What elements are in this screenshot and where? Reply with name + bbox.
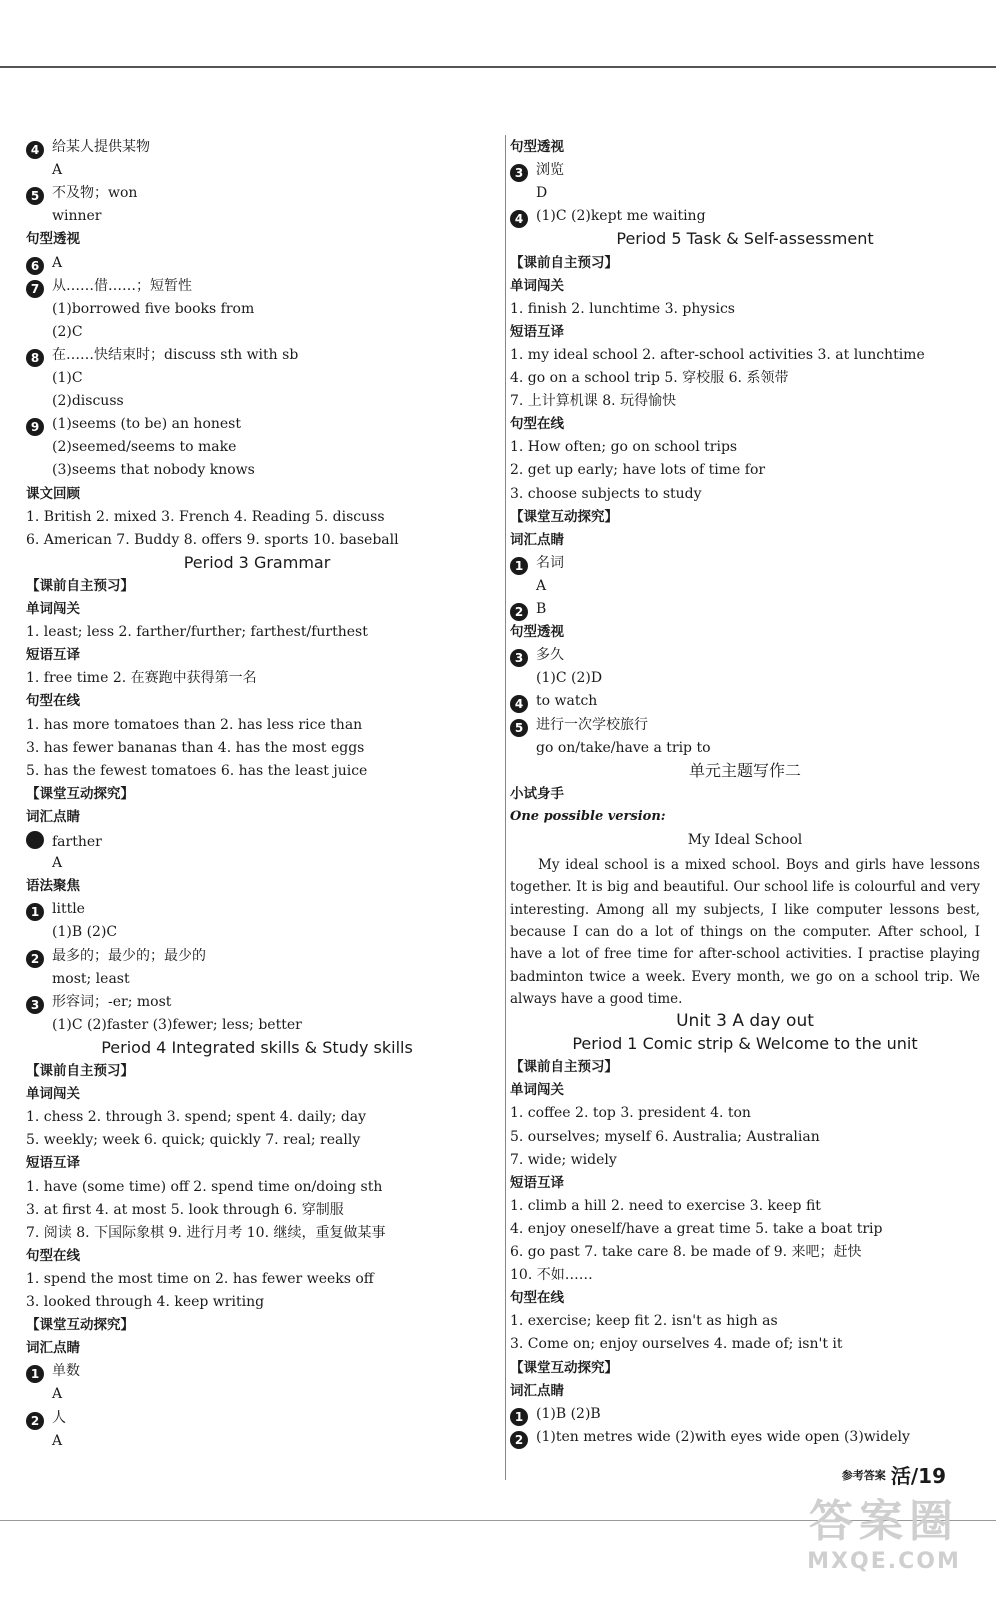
section-heading: 短语互译 bbox=[510, 1174, 564, 1191]
period-title: Period 3 Grammar bbox=[183, 552, 331, 572]
section-heading: 句型透视 bbox=[510, 139, 564, 155]
numbered-item bbox=[26, 346, 298, 367]
item-text: little bbox=[52, 901, 85, 918]
item-number-badge: 3 bbox=[510, 649, 528, 667]
answer-line: (2)seemed/seems to make bbox=[52, 439, 237, 456]
section-heading: 小试身手 bbox=[510, 785, 564, 802]
section-heading: 语法聚焦 bbox=[26, 878, 80, 895]
answer-line: 2. get up early; have lots of time for bbox=[510, 462, 766, 479]
answer-line: 5. ourselves; myself 6. Australia; Australian bbox=[510, 1128, 820, 1145]
numbered-item bbox=[510, 554, 564, 575]
numbered-item bbox=[26, 254, 62, 275]
item-number-badge: 3 bbox=[510, 164, 528, 182]
item-number-badge: 1 bbox=[510, 1408, 528, 1426]
essay-intro: One possible version: bbox=[510, 808, 666, 824]
answer-line: go on/take/have a trip to bbox=[536, 739, 711, 756]
section-heading: 【课前自主预习】 bbox=[26, 1063, 134, 1079]
item-text: 人 bbox=[52, 1409, 66, 1426]
section-heading: 【课堂互动探究】 bbox=[26, 785, 134, 802]
item-number-badge: 1 bbox=[26, 903, 44, 921]
numbered-item bbox=[510, 1405, 601, 1426]
item-text: 形容词；-er; most bbox=[52, 993, 172, 1010]
numbered-item bbox=[26, 993, 171, 1014]
numbered-item bbox=[26, 1409, 66, 1430]
section-heading: 单词闯关 bbox=[26, 601, 80, 617]
item-text: A bbox=[52, 254, 63, 271]
answer-line: 1. exercise; keep fit 2. isn't as high as bbox=[510, 1313, 778, 1330]
watermark bbox=[794, 1495, 974, 1593]
numbered-item bbox=[26, 1362, 80, 1383]
answer-line: most; least bbox=[52, 970, 130, 987]
section-heading: 句型在线 bbox=[510, 416, 564, 433]
answer-line: 4. go on a school trip 5. 穿校服 6. 系领带 bbox=[510, 370, 789, 386]
item-number-badge: 5 bbox=[510, 719, 528, 737]
answer-line: 1. my ideal school 2. after-school activities 3. at lunchtime bbox=[510, 346, 925, 363]
item-number-badge: 5 bbox=[26, 187, 44, 205]
answer-line: (1)B (2)C bbox=[52, 924, 118, 941]
numbered-item bbox=[510, 161, 564, 182]
section-heading: 句型在线 bbox=[510, 1290, 564, 1307]
answer-line: 6. go past 7. take care 8. be made of 9. 来吧；赶快 bbox=[510, 1244, 862, 1260]
numbered-item bbox=[26, 900, 85, 921]
answer-line: A bbox=[536, 577, 547, 594]
item-text: 最多的；最少的；最少的 bbox=[52, 947, 206, 964]
period-title: 单元主题写作二 bbox=[688, 760, 801, 780]
item-text: 浏览 bbox=[536, 162, 564, 179]
section-heading: 【课堂互动探究】 bbox=[510, 508, 618, 525]
section-heading: 短语互译 bbox=[26, 1155, 80, 1172]
item-number-badge: 3 bbox=[26, 996, 44, 1014]
answer-line: 1. finish 2. lunchtime 3. physics bbox=[510, 300, 735, 317]
item-number-badge: 4 bbox=[510, 695, 528, 713]
item-text: 从……借……；短暂性 bbox=[52, 277, 192, 294]
section-heading: 【课堂互动探究】 bbox=[26, 1317, 134, 1334]
item-number-badge: 6 bbox=[26, 257, 44, 275]
essay-body: My ideal school is a mixed school. Boys and girls have lessons together. It is big and beautiful. Our school life is colourful and very interesting. Among all my subjects, I like computer lessons best, because I can do a lot of things on the computer. After school, I have a lot of free time for after-school activities. I practise playing badminton twice a week. Every month, we go on a school trip. We always have a good time. bbox=[510, 857, 980, 1007]
answer-line: (1)C bbox=[52, 370, 83, 386]
section-heading: 短语互译 bbox=[510, 323, 564, 340]
section-heading: 句型在线 bbox=[26, 693, 80, 710]
answer-line: 7. wide; widely bbox=[510, 1151, 617, 1168]
answer-line: A bbox=[52, 1432, 63, 1449]
answer-line: 4. enjoy oneself/have a great time 5. take a boat trip bbox=[510, 1220, 883, 1237]
answer-line: 3. looked through 4. keep writing bbox=[26, 1294, 265, 1310]
section-heading: 句型透视 bbox=[26, 231, 80, 248]
section-heading: 【课前自主预习】 bbox=[510, 1059, 618, 1076]
item-text: to watch bbox=[536, 693, 598, 710]
answer-line: 1. chess 2. through 3. spend; spent 4. daily; day bbox=[26, 1109, 367, 1126]
answer-line: 1. climb a hill 2. need to exercise 3. keep fit bbox=[510, 1197, 821, 1214]
item-text: farther bbox=[52, 834, 102, 850]
answer-line: winner bbox=[52, 208, 102, 225]
item-text: (1)B (2)B bbox=[536, 1405, 601, 1422]
item-number-badge: 7 bbox=[26, 280, 44, 298]
answer-line: 7. 阅读 8. 下国际象棋 9. 进行月考 10. 继续，重复做某事 bbox=[26, 1224, 386, 1241]
answer-line: 3. choose subjects to study bbox=[510, 485, 702, 502]
item-number-badge: 2 bbox=[510, 1431, 528, 1449]
item-number-badge: 2 bbox=[26, 950, 44, 968]
answer-line: 1. spend the most time on 2. has fewer weeks off bbox=[26, 1270, 374, 1287]
footer-label: 参考答案 bbox=[841, 1469, 886, 1482]
item-number-badge: 2 bbox=[26, 1412, 44, 1430]
answer-line: (1)C (2)faster (3)fewer; less; better bbox=[52, 1016, 302, 1033]
period-title: Period 5 Task & Self-assessment bbox=[616, 229, 874, 249]
answer-line: (3)seems that nobody knows bbox=[52, 462, 255, 479]
period-title: Period 4 Integrated skills & Study skills bbox=[101, 1037, 413, 1057]
item-text: 名词 bbox=[536, 554, 564, 571]
answer-line: 7. 上计算机课 8. 玩得愉快 bbox=[510, 393, 677, 410]
watermark-logo-text: 答案圈 bbox=[809, 1496, 959, 1547]
numbered-item bbox=[26, 947, 206, 968]
section-heading: 句型透视 bbox=[510, 624, 564, 641]
section-heading: 单词闯关 bbox=[510, 277, 564, 294]
section-heading: 【课堂互动探究】 bbox=[510, 1359, 618, 1376]
section-heading: 【课前自主预习】 bbox=[26, 577, 134, 594]
item-text: 单数 bbox=[52, 1363, 80, 1380]
numbered-item bbox=[510, 692, 597, 713]
section-heading: 词汇点睛 bbox=[26, 808, 80, 825]
section-heading: 【课前自主预习】 bbox=[510, 254, 618, 271]
item-number-badge: 4 bbox=[510, 210, 528, 228]
numbered-item bbox=[510, 1428, 910, 1449]
answer-line: 3. at first 4. at most 5. look through 6. 穿制服 bbox=[26, 1201, 344, 1218]
section-heading: 句型在线 bbox=[26, 1247, 80, 1264]
section-heading: 词汇点睛 bbox=[510, 1382, 564, 1399]
item-text: B bbox=[536, 601, 547, 617]
answer-line: (2)C bbox=[52, 323, 83, 340]
item-number-badge: 8 bbox=[26, 349, 44, 367]
item-text: 进行一次学校旅行 bbox=[536, 716, 648, 733]
numbered-item bbox=[510, 600, 546, 621]
answer-line: 6. American 7. Buddy 8. offers 9. sports 10. baseball bbox=[26, 531, 399, 548]
numbered-item bbox=[26, 277, 192, 298]
section-heading: 单词闯关 bbox=[510, 1082, 564, 1099]
item-number-badge bbox=[26, 831, 44, 849]
watermark-site: MXQE.COM bbox=[807, 1549, 961, 1574]
answer-line: A bbox=[52, 855, 63, 872]
section-heading: 短语互译 bbox=[26, 647, 80, 664]
essay-title: My Ideal School bbox=[687, 832, 803, 848]
period-title: Period 1 Comic strip & Welcome to the unit bbox=[572, 1034, 918, 1054]
item-text: (1)seems (to be) an honest bbox=[52, 416, 241, 433]
page-number: 活/19 bbox=[890, 1464, 946, 1488]
answer-line: A bbox=[52, 1386, 63, 1403]
answer-line: 1. has more tomatoes than 2. has less rice than bbox=[26, 716, 363, 733]
answer-line: A bbox=[52, 162, 63, 179]
column-divider bbox=[505, 135, 506, 1480]
numbered-item bbox=[26, 184, 137, 205]
answer-line: (1)C (2)D bbox=[536, 670, 603, 687]
section-heading: 词汇点睛 bbox=[26, 1340, 80, 1357]
item-text: (1)C (2)kept me waiting bbox=[536, 208, 706, 225]
answer-line: 10. 不如…… bbox=[510, 1267, 593, 1284]
answer-line: 1. British 2. mixed 3. French 4. Reading 5. discuss bbox=[26, 508, 385, 525]
item-number-badge: 1 bbox=[26, 1365, 44, 1383]
item-number-badge: 2 bbox=[510, 603, 528, 621]
answer-line: 5. weekly; week 6. quick; quickly 7. real; really bbox=[26, 1132, 361, 1149]
numbered-item bbox=[26, 415, 241, 436]
answer-line: 1. How often; go on school trips bbox=[510, 439, 738, 456]
answer-line: (2)discuss bbox=[52, 393, 124, 410]
item-text: 多久 bbox=[536, 647, 564, 664]
answer-line: 3. has fewer bananas than 4. has the most eggs bbox=[26, 739, 365, 756]
item-text: (1)ten metres wide (2)with eyes wide open (3)widely bbox=[536, 1428, 910, 1445]
answer-line: 1. have (some time) off 2. spend time on/doing sth bbox=[26, 1178, 383, 1195]
answer-line: D bbox=[536, 185, 548, 202]
item-number-badge: 4 bbox=[26, 141, 44, 159]
numbered-item bbox=[26, 831, 102, 851]
top-rule bbox=[0, 66, 996, 68]
numbered-item bbox=[26, 138, 150, 159]
section-heading: 课文回顾 bbox=[26, 485, 80, 502]
item-text: 给某人提供某物 bbox=[52, 139, 150, 155]
section-heading: 单词闯关 bbox=[26, 1086, 80, 1103]
numbered-item bbox=[510, 207, 706, 228]
answer-line: 1. free time 2. 在赛跑中获得第一名 bbox=[26, 670, 257, 687]
item-number-badge: 1 bbox=[510, 557, 528, 575]
section-heading: 词汇点睛 bbox=[510, 531, 564, 548]
answer-line: 1. least; less 2. farther/further; farthest/furthest bbox=[26, 624, 368, 641]
answer-line: 1. coffee 2. top 3. president 4. ton bbox=[510, 1105, 751, 1122]
item-text: 在……快结束时；discuss sth with sb bbox=[52, 346, 299, 363]
answer-line: 5. has the fewest tomatoes 6. has the least juice bbox=[26, 762, 368, 779]
numbered-item bbox=[510, 646, 564, 667]
unit-title: Unit 3 A day out bbox=[676, 1011, 814, 1031]
numbered-item bbox=[510, 716, 648, 737]
answer-line: 3. Come on; enjoy ourselves 4. made of; isn't it bbox=[510, 1336, 843, 1353]
page-footer bbox=[842, 1460, 946, 1489]
item-text: 不及物；won bbox=[52, 185, 138, 202]
answer-line: (1)borrowed five books from bbox=[52, 300, 255, 317]
item-number-badge: 9 bbox=[26, 418, 44, 436]
